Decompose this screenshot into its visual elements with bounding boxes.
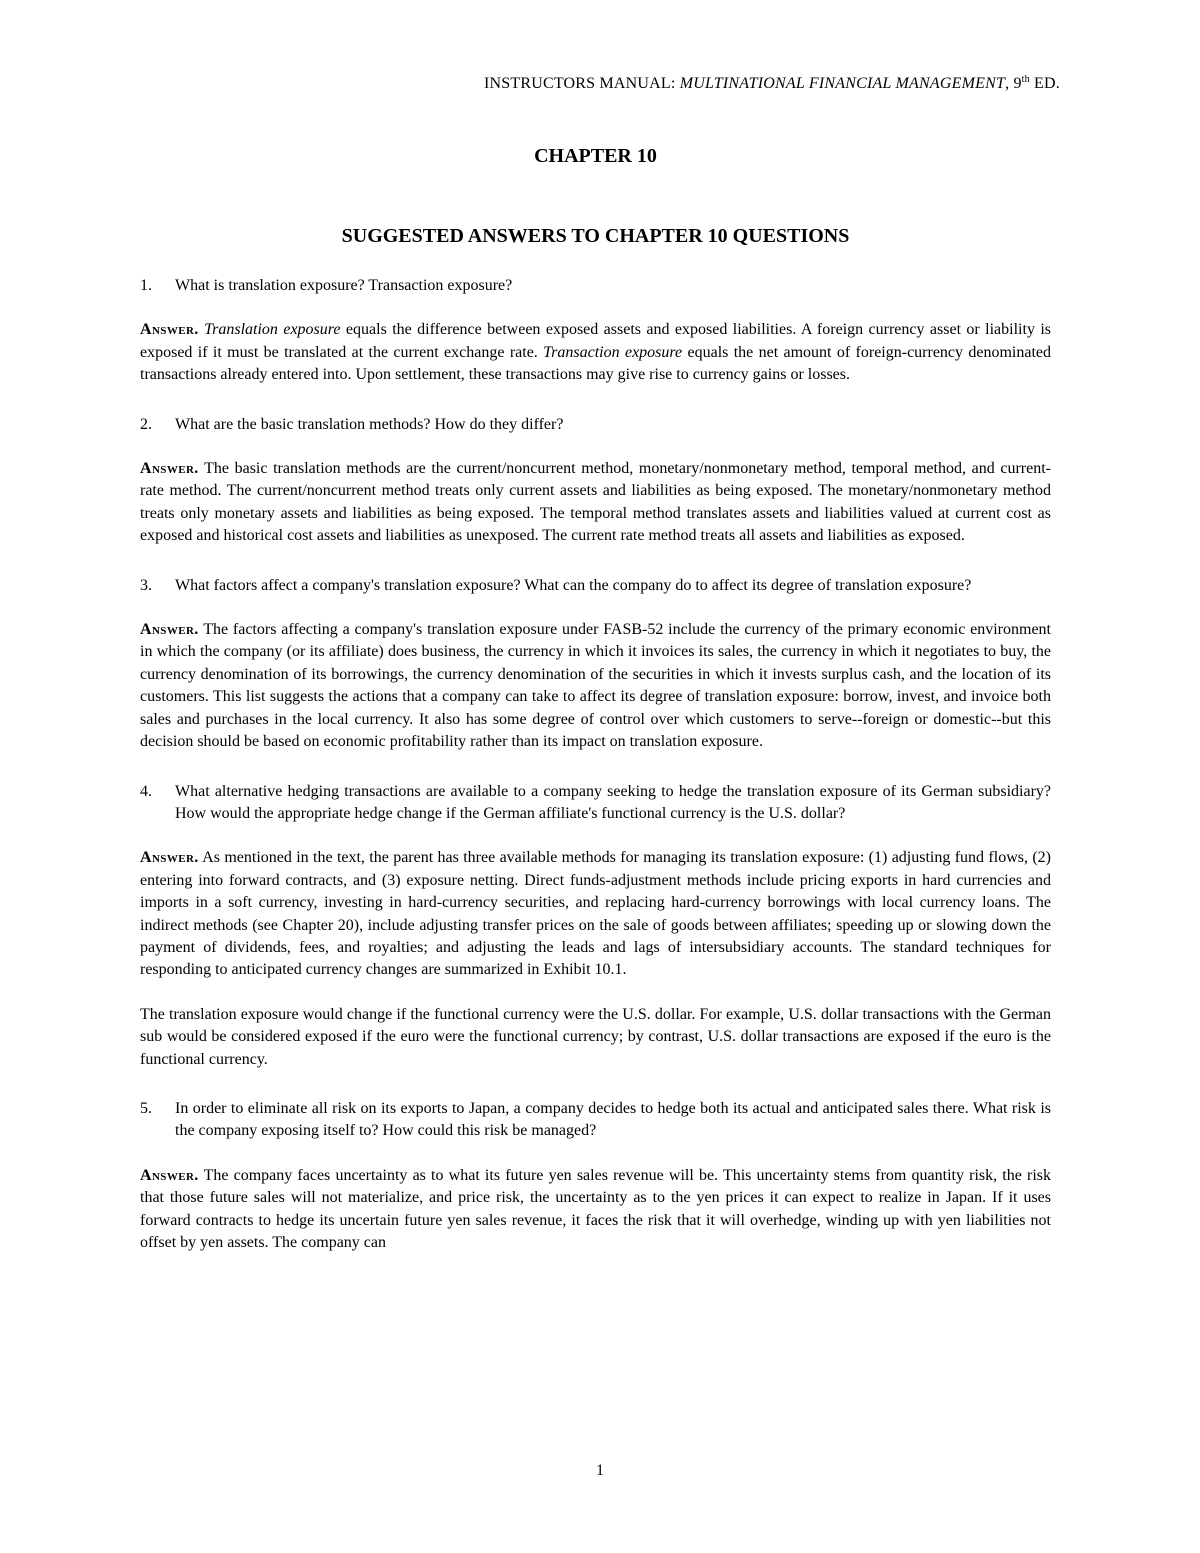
answer-term-translation-exposure: Translation exposure	[204, 321, 341, 339]
question-4	[140, 781, 1051, 826]
question-number: 2.	[140, 415, 152, 433]
question-text: What alternative hedging transactions are available to a company seeking to hedge the translation exposure of its German subsidiary? How would the appropriate hedge change if the German affiliate's functional currency is the U.S. dollar?	[175, 782, 1051, 822]
question-text: What factors affect a company's translation exposure? What can the company do to affect its degree of translation exposure?	[175, 576, 972, 594]
answer-text: equals the difference between exposed assets and exposed liabilities. A foreign currency asset or liability is exposed if it must be translated at the current exchange rate.	[140, 321, 1052, 361]
answer-text: equals the net amount of foreign-currency denominated transactions already entered into. Upon settlement, these transactions may give rise to currency gains or losses.	[140, 343, 1052, 384]
answer-label: Answer.	[140, 849, 199, 867]
answer-5	[140, 1165, 1051, 1255]
answer-4	[140, 847, 1051, 981]
answer-label: Answer.	[140, 321, 199, 339]
chapter-title: CHAPTER 10	[534, 145, 657, 167]
question-text: In order to eliminate all risk on its exports to Japan, a company decides to hedge both its actual and anticipated sales there. What risk is the company exposing itself to? How could this risk be managed?	[175, 1099, 1051, 1140]
question-3	[140, 575, 1051, 597]
question-2	[140, 414, 1051, 436]
question-5	[140, 1098, 1051, 1143]
header-ed: ED.	[1029, 75, 1060, 92]
question-text: What is translation exposure? Transaction exposure?	[175, 277, 513, 294]
answer-2	[140, 458, 1051, 548]
answer-text: The company faces uncertainty as to what its future yen sales revenue will be. This uncertainty stems from quantity risk, the risk that those future sales will not materialize, and price risk, the uncertainty as to the yen prices it can expect to realize in Japan. If it uses forward contracts to hedge its uncertain future yen sales revenue, it faces the risk that it will overhedge, winding up with yen liabilities not offset by yen assets. The company can	[140, 1166, 1051, 1251]
answer-text: As mentioned in the text, the parent has three available methods for managing its translation exposure: (1) adjusting fund flows, (2) entering into forward contracts, and (3) exposure netting. Direct funds-adjustment methods include pricing exports in hard currencies and imports in a soft currency, investing in hard-currency securities, and replacing hard-currency borrowings with local currency loans. The indirect methods (see Chapter 20), include adjusting transfer prices on the sale of goods between affiliates; speeding up or slowing down the payment of dividends, fees, and royalties; and adjusting the leads and lags of intersubsidiary accounts. The standard techniques for responding to anticipated currency changes are summarized in Exhibit 10.1.	[140, 849, 1051, 979]
section-title: SUGGESTED ANSWERS TO CHAPTER 10 QUESTIONS	[341, 225, 850, 247]
question-number: 4.	[140, 782, 152, 800]
question-number: 3.	[140, 576, 152, 594]
answer-label: Answer.	[140, 621, 199, 639]
question-text: What are the basic translation methods? How do they differ?	[175, 415, 564, 433]
answer-term-transaction-exposure: Transaction exposure	[543, 343, 683, 361]
question-1	[140, 275, 1051, 297]
answer-text: The basic translation methods are the current/noncurrent method, monetary/nonmonetary method, temporal method, and current-rate method. The current/noncurrent method treats only current assets and liabilities as being exposed. The monetary/nonmonetary method treats only monetary assets and liabilities as being exposed. The temporal method translates assets and liabilities valued at current cost as exposed and historical cost assets and liabilities as unexposed. The current rate method treats all assets and liabilities as exposed.	[140, 460, 1051, 545]
answer-3	[140, 619, 1051, 753]
answer-label: Answer.	[140, 1166, 199, 1184]
answer-text: The factors affecting a company's translation exposure under FASB-52 include the currency of the primary economic environment in which the company (or its affiliate) does business, the currency in which it invoices its sales, the currency in which it negotiates to buy, the currency denomination of its borrowings, the currency denomination of the securities in which it invests surplus cash, and the location of its customers. This list suggests the actions that a company can take to affect its degree of translation exposure: borrow, invest, and invoice both sales and purchases in the local currency. It also has some degree of control over which customers to serve--foreign or domestic--but this decision should be based on economic profitability rather than its impact on translation exposure.	[140, 621, 1051, 751]
header-prefix: INSTRUCTORS MANUAL:	[484, 75, 680, 92]
question-number: 5.	[140, 1099, 152, 1117]
page-number: 1	[596, 1462, 604, 1479]
header-edition: , 9	[1005, 75, 1022, 92]
answer-label: Answer.	[140, 460, 199, 478]
question-number: 1.	[140, 277, 152, 294]
answer-1	[140, 319, 1051, 386]
header-edition-suffix: th	[1021, 74, 1030, 85]
answer-4-paragraph-2: The translation exposure would change if the functional currency were the U.S. dollar. For example, U.S. dollar transactions with the German sub would be considered exposed if the euro were the functional currency; by contrast, U.S. dollar transactions are exposed if the euro is the functional currency.	[140, 1005, 1051, 1068]
running-header	[484, 74, 1060, 93]
page-content	[140, 140, 1051, 1254]
header-book-title: MULTINATIONAL FINANCIAL MANAGEMENT	[679, 75, 1006, 92]
